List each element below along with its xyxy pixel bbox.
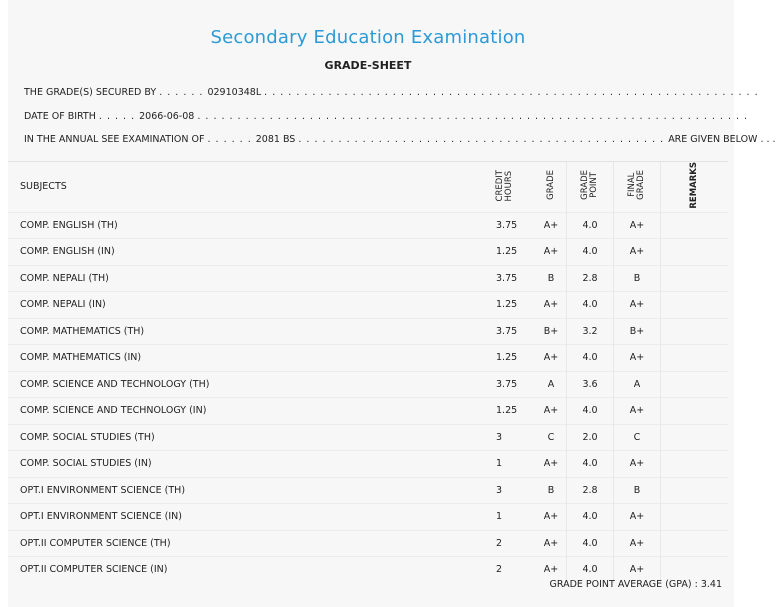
table-row [8,530,728,557]
credit-hours-cell: 1.25 [486,292,536,319]
grade-cell: C [536,424,567,451]
grade-point-cell: 4.0 [567,239,614,266]
final-grade-cell: A+ [614,212,661,239]
remarks-cell [661,477,729,504]
final-grade-cell: A+ [614,451,661,478]
exam-line: IN THE ANNUAL SEE EXAMINATION OF . . . . . . 2081 BS . . . . . . . . . . . . . . . . . . . . . . . . . . . . . . . . . . . . . . . . . . . . . . ARE GIVEN BELOW . . . [24,134,776,145]
dob-value: 2066-06-08 [139,111,195,122]
subject-cell: COMP. ENGLISH (TH) [8,212,486,239]
exam-suffix: ARE GIVEN BELOW . . . [668,134,776,145]
grade-cell: A [536,371,567,398]
final-grade-cell: C [614,424,661,451]
remarks-cell [661,239,729,266]
final-grade-cell: A+ [614,345,661,372]
gpa-summary [550,579,722,590]
secured-by-line: THE GRADE(S) SECURED BY . . . . . . 02910348L . . . . . . . . . . . . . . . . . . . . . . . . . . . . . . . . . . . . . . . . . . . . . . . . . . . . . . . . . . . . . . [24,87,759,98]
credit-hours-cell: 3.75 [486,212,536,239]
table-row [8,371,728,398]
grade-cell: A+ [536,557,567,583]
page-title: Secondary Education Examination [210,27,526,48]
grade-cell: A+ [536,212,567,239]
remarks-cell [661,345,729,372]
grade-cell: B [536,265,567,292]
table-row [8,424,728,451]
secured-by-value: 02910348L [207,87,262,98]
remarks-cell [661,318,729,345]
final-grade-cell: A+ [614,504,661,531]
credit-hours-cell: 1 [486,451,536,478]
final-grade-cell: A+ [614,292,661,319]
remarks-cell [661,451,729,478]
final-grade-cell: A [614,371,661,398]
credit-hours-cell: 1.25 [486,398,536,425]
credit-hours-cell: 3 [486,477,536,504]
subject-cell: OPT.I ENVIRONMENT SCIENCE (TH) [8,477,486,504]
gpa-value: 3.41 [700,579,722,590]
subject-cell: COMP. SCIENCE AND TECHNOLOGY (TH) [8,371,486,398]
grade-point-cell: 2.8 [567,477,614,504]
subject-cell: OPT.II COMPUTER SCIENCE (IN) [8,557,486,583]
secured-by-label: THE GRADE(S) SECURED BY [24,87,157,98]
final-grade-cell: A+ [614,239,661,266]
credit-hours-cell: 1 [486,504,536,531]
grade-point-cell: 4.0 [567,451,614,478]
grade-point-cell: 2.0 [567,424,614,451]
subject-cell: COMP. MATHEMATICS (IN) [8,345,486,372]
final-grade-header: FINAL GRADE [614,162,661,212]
subject-cell: OPT.II COMPUTER SCIENCE (TH) [8,530,486,557]
grade-cell: B [536,477,567,504]
table-row [8,292,728,319]
final-grade-cell: B [614,477,661,504]
grade-cell: B+ [536,318,567,345]
final-grade-cell: B+ [614,318,661,345]
subject-cell: COMP. NEPALI (IN) [8,292,486,319]
subject-cell: COMP. NEPALI (TH) [8,265,486,292]
subject-cell: COMP. SOCIAL STUDIES (TH) [8,424,486,451]
credit-hours-cell: 2 [486,530,536,557]
table-row [8,477,728,504]
credit-hours-header: CREDIT HOURS [495,169,514,202]
credit-hours-cell: 3.75 [486,265,536,292]
credit-hours-cell: 3.75 [486,371,536,398]
grade-point-cell: 3.2 [567,318,614,345]
grades-table-body [8,212,728,583]
subject-cell: COMP. MATHEMATICS (TH) [8,318,486,345]
remarks-cell [661,265,729,292]
remarks-header: REMARKS [661,162,729,212]
grade-point-cell: 3.6 [567,371,614,398]
credit-hours-cell: 3 [486,424,536,451]
subject-cell: COMP. SCIENCE AND TECHNOLOGY (IN) [8,398,486,425]
grade-cell: A+ [536,345,567,372]
remarks-cell [661,371,729,398]
remarks-cell [661,424,729,451]
grade-point-cell: 4.0 [567,557,614,583]
subject-cell: COMP. SOCIAL STUDIES (IN) [8,451,486,478]
grade-point-cell: 4.0 [567,398,614,425]
grade-cell: A+ [536,504,567,531]
remarks-cell [661,212,729,239]
grade-cell: A+ [536,239,567,266]
grade-header: GRADE [545,170,556,201]
table-row [8,212,728,239]
table-row [8,318,728,345]
table-row [8,265,728,292]
credit-hours-cell: 1.25 [486,239,536,266]
table-row [8,504,728,531]
credit-hours-cell: 3.75 [486,318,536,345]
grade-point-cell: 4.0 [567,345,614,372]
final-grade-cell: A+ [614,398,661,425]
grade-point-cell: 4.0 [567,504,614,531]
final-grade-cell: A+ [614,557,661,583]
exam-label: IN THE ANNUAL SEE EXAMINATION OF [24,134,205,145]
remarks-cell [661,292,729,319]
grade-point-cell: 2.8 [567,265,614,292]
grade-point-cell: 4.0 [567,530,614,557]
grades-table [8,162,728,583]
dob-label: DATE OF BIRTH [24,111,96,122]
gpa-label: GRADE POINT AVERAGE (GPA) : [549,579,698,590]
table-header-row [8,162,728,212]
subjects-header: SUBJECTS [20,181,67,193]
grade-cell: A+ [536,530,567,557]
credit-hours-cell: 2 [486,557,536,583]
table-row [8,451,728,478]
grade-cell: A+ [536,451,567,478]
final-grade-cell: A+ [614,530,661,557]
remarks-cell [661,530,729,557]
table-row [8,398,728,425]
exam-value: 2081 BS [255,134,296,145]
remarks-cell [661,398,729,425]
table-row [8,345,728,372]
table-row [8,239,728,266]
grade-cell: A+ [536,292,567,319]
remarks-cell [661,504,729,531]
grade-point-cell: 4.0 [567,292,614,319]
grade-point-header: GRADE POINT [567,162,614,212]
credit-hours-cell: 1.25 [486,345,536,372]
page-subtitle: GRADE-SHEET [324,59,412,72]
subject-cell: OPT.I ENVIRONMENT SCIENCE (IN) [8,504,486,531]
grade-cell: A+ [536,398,567,425]
subject-cell: COMP. ENGLISH (IN) [8,239,486,266]
grade-point-cell: 4.0 [567,212,614,239]
dob-line: DATE OF BIRTH . . . . . 2066-06-08 . . . . . . . . . . . . . . . . . . . . . . . . . . . . . . . . . . . . . . . . . . . . . . . . . . . . . . . . . . . . . . . . . . . . . [24,111,749,122]
final-grade-cell: B [614,265,661,292]
